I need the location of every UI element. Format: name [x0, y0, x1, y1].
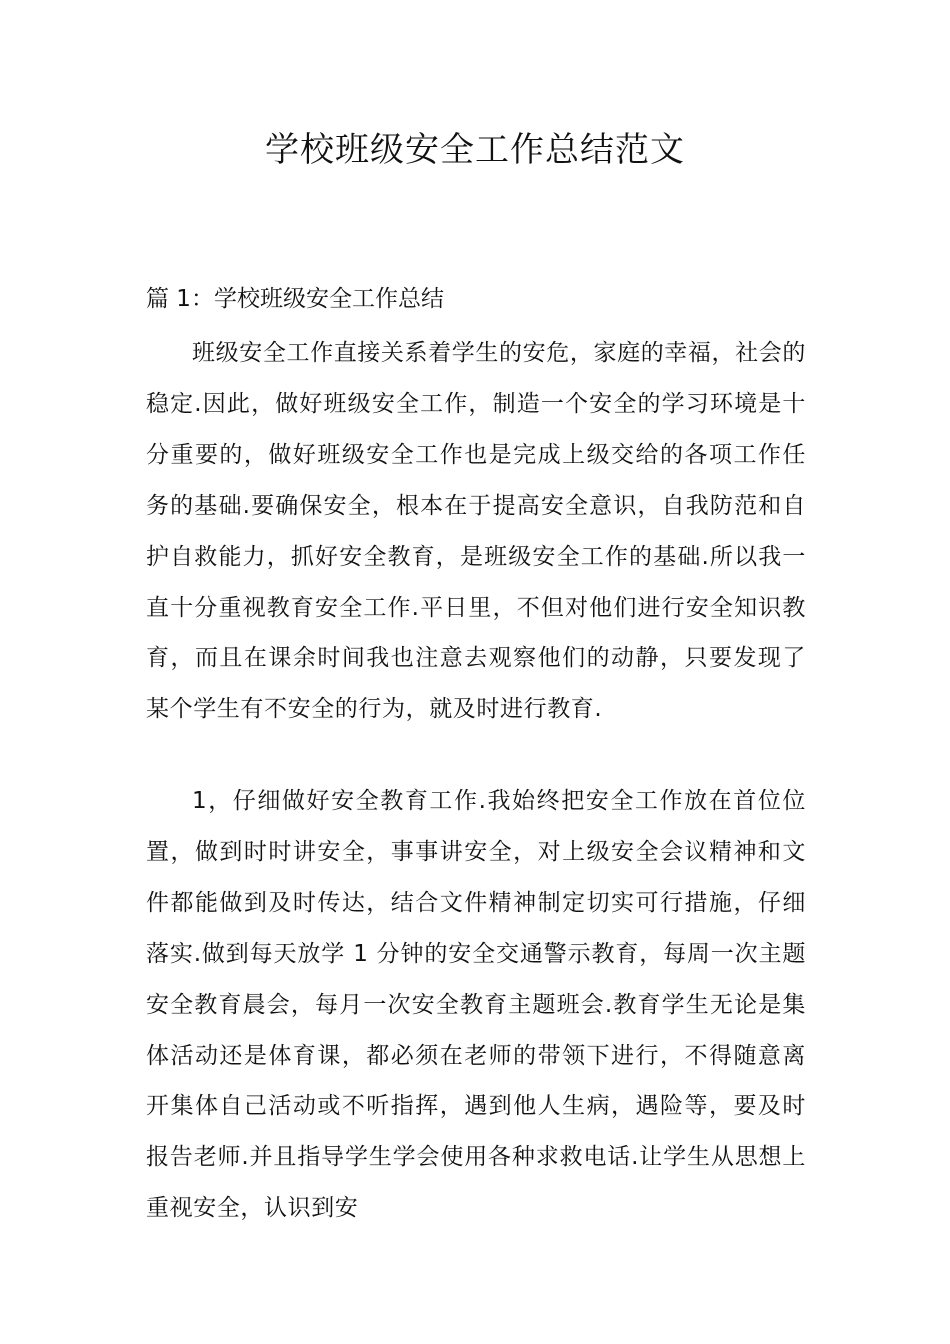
- body-paragraph: 1，仔细做好安全教育工作.我始终把安全工作放在首位位置，做到时时讲安全，事事讲安全，对上级安全会议精神和文件都能做到及时传达，结合文件精神制定切实可行措施，仔细落实.做到每天放学 1 分钟的安全交通警示教育，每周一次主题安全教育晨会，每月一次安全教育主题班会.教育学生无论是集体活动还是体育课，都必须在老师的带领下进行，不得随意离开集体自己活动或不听指挥，遇到他人生病，遇险等，要及时报告老师.并且指导学生学会使用各种求救电话.让学生从思想上重视安全，认识到安: [146, 788, 806, 1222]
- section-heading: 篇 1：学校班级安全工作总结: [146, 286, 444, 312]
- body-paragraph: 班级安全工作直接关系着学生的安危，家庭的幸福，社会的稳定.因此，做好班级安全工作，制造一个安全的学习环境是十分重要的，做好班级安全工作也是完成上级交给的各项工作任务的基础.要确保安全，根本在于提高安全意识，自我防范和自护自救能力，抓好安全教育，是班级安全工作的基础.所以我一直十分重视教育安全工作.平日里，不但对他们进行安全知识教育，而且在课余时间我也注意去观察他们的动静，只要发现了某个学生有不安全的行为，就及时进行教育.: [146, 340, 806, 723]
- document-title: 学校班级安全工作总结范文: [265, 130, 685, 170]
